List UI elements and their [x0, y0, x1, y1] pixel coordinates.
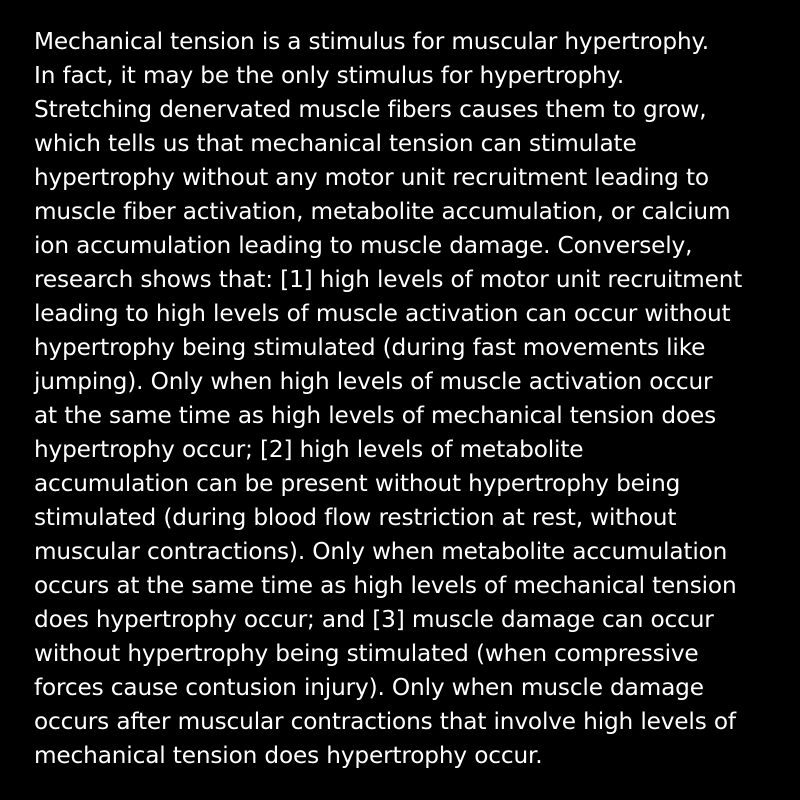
body-paragraph	[34, 25, 774, 773]
text-line-4: which tells us that mechanical tension can stimulate	[34, 130, 637, 157]
text-line-1: Mechanical tension is a stimulus for muscular hypertrophy.	[34, 28, 709, 55]
text-line-12: at the same time as high levels of mechanical tension does	[34, 402, 717, 429]
text-line-17: occurs at the same time as high levels of mechanical tension	[34, 572, 737, 599]
text-line-19: without hypertrophy being stimulated (when compressive	[34, 640, 699, 667]
text-line-5: hypertrophy without any motor unit recruitment leading to	[34, 164, 709, 191]
text-line-22: mechanical tension does hypertrophy occur.	[34, 742, 543, 769]
text-line-2: In fact, it may be the only stimulus for hypertrophy.	[34, 62, 625, 89]
text-line-14: accumulation can be present without hypertrophy being	[34, 470, 681, 497]
text-line-11: jumping). Only when high levels of muscle activation occur	[34, 368, 713, 395]
text-line-8: research shows that: [1] high levels of motor unit recruitment	[34, 266, 743, 293]
text-line-3: Stretching denervated muscle fibers causes them to grow,	[34, 96, 707, 123]
text-line-7: ion accumulation leading to muscle damage. Conversely,	[34, 232, 693, 259]
text-line-15: stimulated (during blood flow restriction at rest, without	[34, 504, 677, 531]
text-line-6: muscle fiber activation, metabolite accumulation, or calcium	[34, 198, 731, 225]
text-line-16: muscular contractions). Only when metabolite accumulation	[34, 538, 728, 565]
text-line-18: does hypertrophy occur; and [3] muscle damage can occur	[34, 606, 714, 633]
text-line-9: leading to high levels of muscle activation can occur without	[34, 300, 731, 327]
text-line-10: hypertrophy being stimulated (during fast movements like	[34, 334, 706, 361]
text-line-21: occurs after muscular contractions that involve high levels of	[34, 708, 736, 735]
text-line-20: forces cause contusion injury). Only when muscle damage	[34, 674, 704, 701]
text-line-13: hypertrophy occur; [2] high levels of metabolite	[34, 436, 584, 463]
